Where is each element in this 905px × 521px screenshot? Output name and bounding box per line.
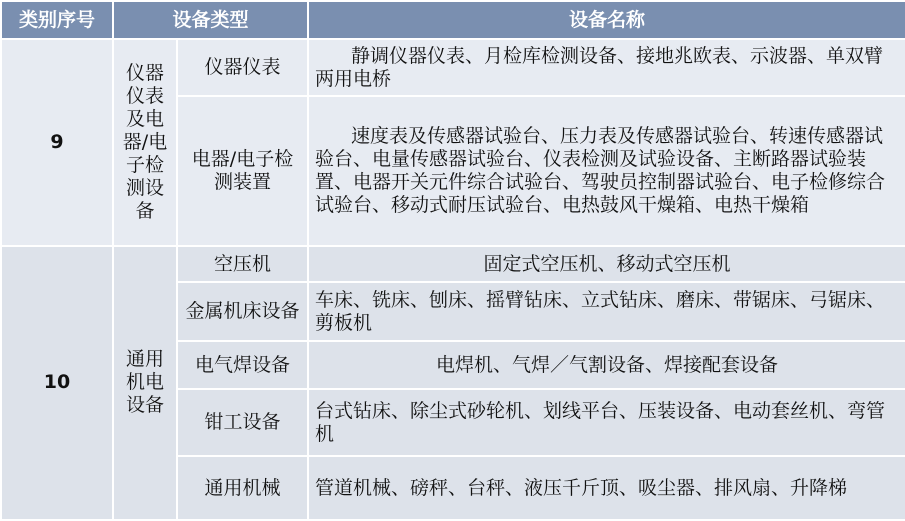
device-names: 车床、铣床、刨床、摇臂钻床、立式钻床、磨床、带锯床、弓锯床、剪板机 bbox=[308, 282, 905, 341]
device-type: 空压机 bbox=[177, 246, 308, 282]
device-names: 速度表及传感器试验台、压力表及传感器试验台、转速传感器试验台、电量传感器试验台、仪表检测及试验设备、主断路器试验装置、电器开关元件综合试验台、驾驶员控制器试验台、电子检修综合试验台、移动式耐压试验台、电热鼓风干燥箱、电热干燥箱 bbox=[308, 96, 905, 246]
device-type: 电气焊设备 bbox=[177, 341, 308, 390]
category-name: 仪器仪表及电器/电子检测设备 bbox=[113, 39, 177, 245]
header-device-type: 设备类型 bbox=[113, 1, 308, 39]
device-names: 固定式空压机、移动式空压机 bbox=[308, 246, 905, 282]
header-category-no: 类别序号 bbox=[1, 1, 113, 39]
table-row bbox=[1, 246, 905, 282]
category-number: 9 bbox=[1, 39, 113, 245]
category-number: 10 bbox=[1, 246, 113, 520]
header-device-name: 设备名称 bbox=[308, 1, 905, 39]
header-row bbox=[1, 1, 905, 39]
table-row bbox=[1, 39, 905, 96]
category-name: 通用机电设备 bbox=[113, 246, 177, 520]
device-type: 通用机械 bbox=[177, 456, 308, 520]
device-type: 仪器仪表 bbox=[177, 39, 308, 96]
device-type: 钳工设备 bbox=[177, 389, 308, 456]
device-names: 电焊机、气焊／气割设备、焊接配套设备 bbox=[308, 341, 905, 390]
device-names: 静调仪器仪表、月检库检测设备、接地兆欧表、示波器、单双臂两用电桥 bbox=[308, 39, 905, 96]
device-names: 台式钻床、除尘式砂轮机、划线平台、压装设备、电动套丝机、弯管机 bbox=[308, 389, 905, 456]
device-type: 电器/电子检测装置 bbox=[177, 96, 308, 246]
device-type: 金属机床设备 bbox=[177, 282, 308, 341]
device-names: 管道机械、磅秤、台秤、液压千斤顶、吸尘器、排风扇、升降梯 bbox=[308, 456, 905, 520]
